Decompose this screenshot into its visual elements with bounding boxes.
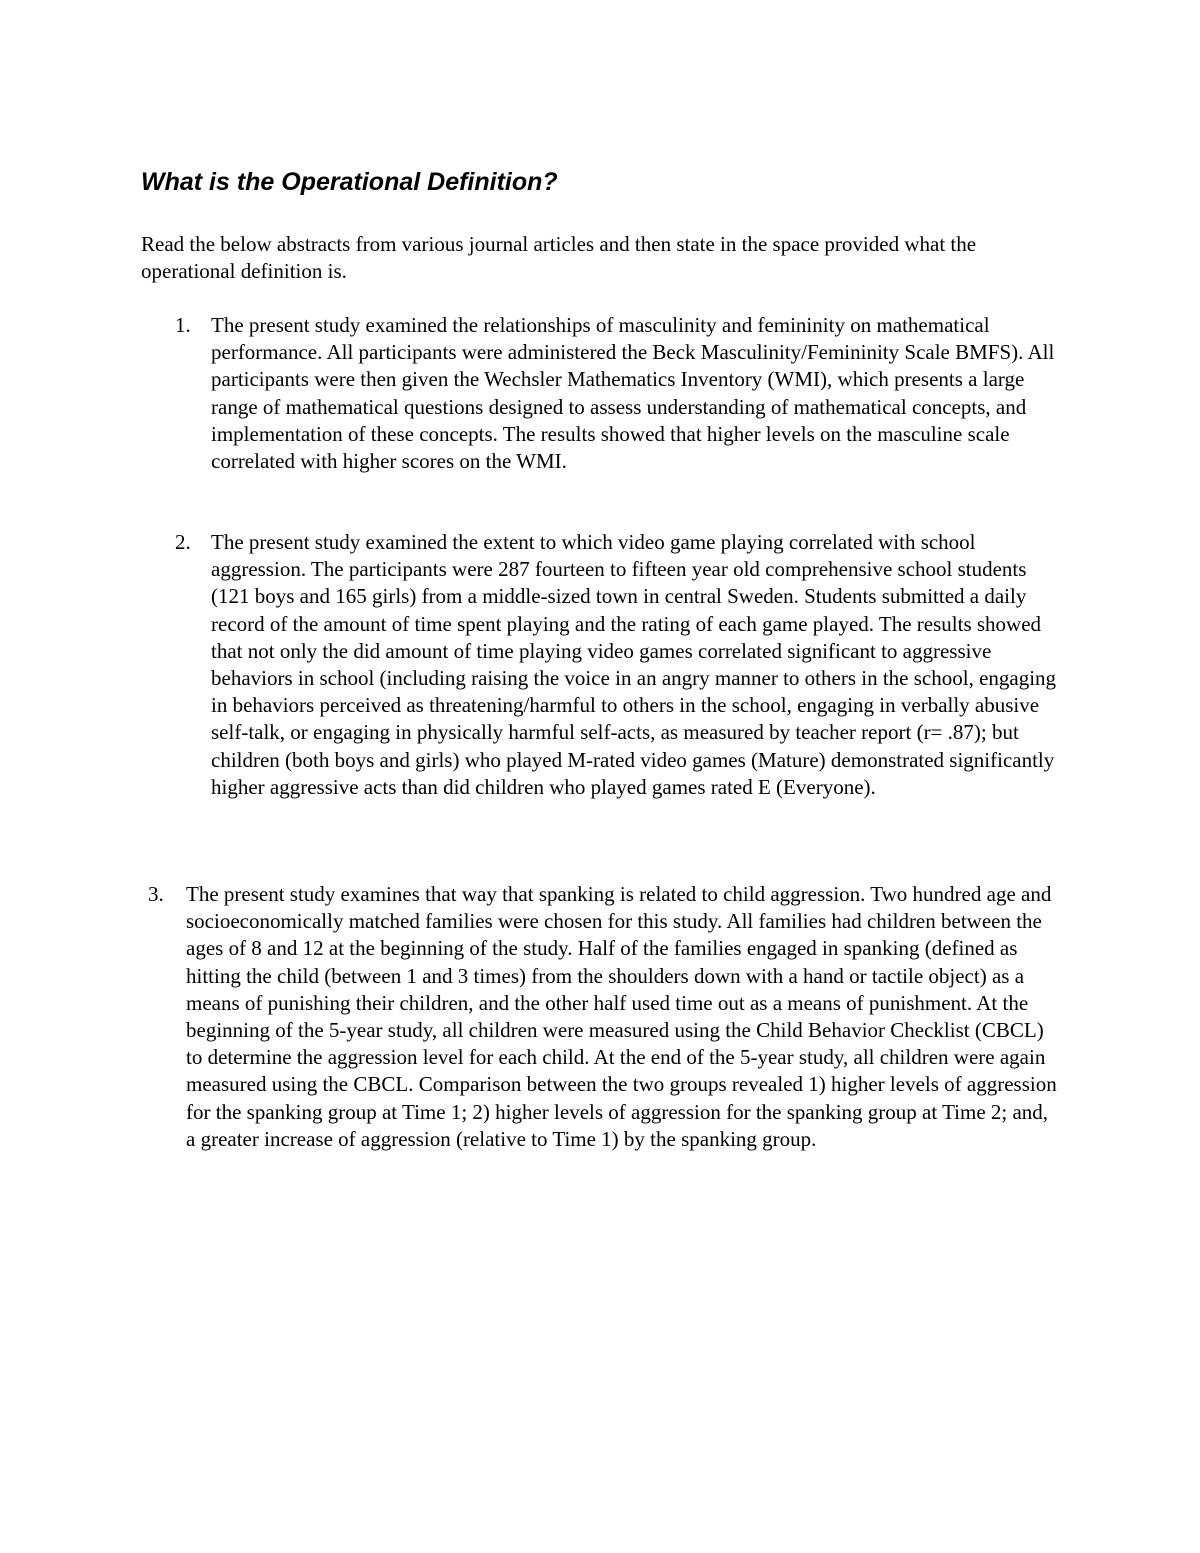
page-title: What is the Operational Definition?: [141, 168, 558, 196]
abstract-text: The present study examines that way that spanking is related to child aggression. Two hundred age and socioeconomically matched families were chosen for this study. All families had children between the ages of 8 and 12 at the beginning of the study. Half of the families engaged in spanking (defined as hitting the child (between 1 and 3 times) from the shoulders down with a hand or tactile object) as a means of punishing their children, and the other half used time out as a means of punishment. At the beginning of the 5-year study, all children were measured using the Child Behavior Checklist (CBCL) to determine the aggression level for each child. At the end of the 5-year study, all children were again measured using the CBCL. Comparison between the two groups revealed 1) higher levels of aggression for the spanking group at Time 1; 2) higher levels of aggression for the spanking group at Time 2; and, a greater increase of aggression (relative to Time 1) by the spanking group.: [186, 882, 1057, 1151]
abstract-text: The present study examined the relationships of masculinity and femininity on mathematical performance. All participants were administered the Beck Masculinity/Femininity Scale BMFS). All participants were then given the Wechsler Mathematics Inventory (WMI), which presents a large range of mathematical questions designed to assess understanding of mathematical concepts, and implementation of these concepts. The results showed that higher levels on the masculine scale correlated with higher scores on the WMI.: [211, 313, 1055, 474]
list-number: 3.: [148, 882, 164, 906]
instructions-paragraph: Read the below abstracts from various journal articles and then state in the space provided what the operational definition is.: [141, 232, 977, 284]
list-number: 1.: [175, 313, 191, 337]
abstract-text: The present study examined the extent to which video game playing correlated with school aggression. The participants were 287 fourteen to fifteen year old comprehensive school students (121 boys and 165 girls) from a middle-sized town in central Sweden. Students submitted a daily record of the amount of time spent playing and the rating of each game played. The results showed that not only the did amount of time playing video games correlated significant to aggressive behaviors in school (including raising the voice in an angry manner to others in the school, engaging in behaviors perceived as threatening/harmful to others in the school, engaging in verbally abusive self-talk, or engaging in physically harmful self-acts, as measured by teacher report (r= .87); but children (both boys and girls) who played M-rated video games (Mature) demonstrated significantly higher aggressive acts than did children who played games rated E (Everyone).: [211, 530, 1057, 799]
list-number: 2.: [175, 530, 191, 554]
